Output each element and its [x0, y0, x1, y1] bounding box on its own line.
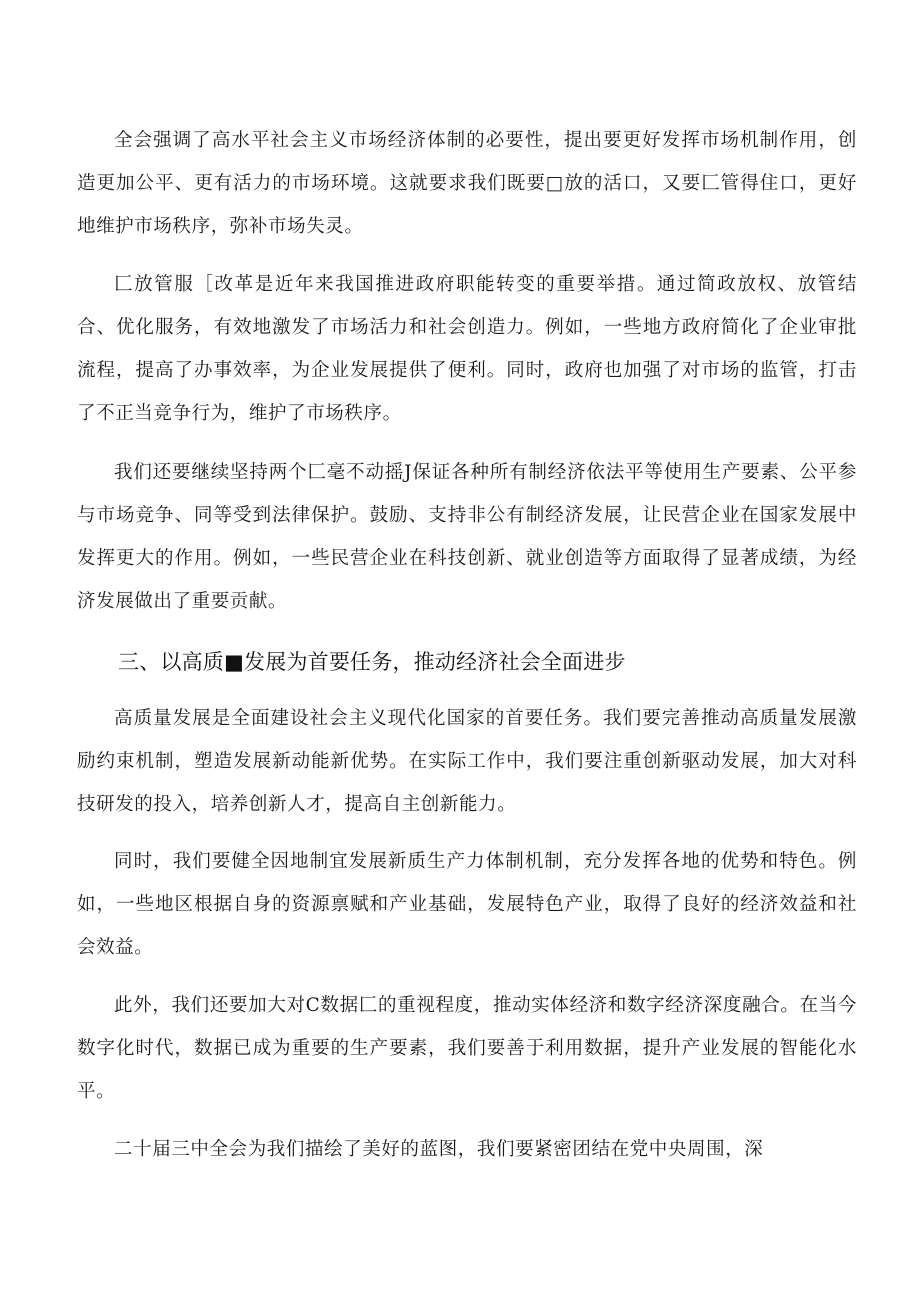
paragraph-two-unwavering: 我们还要继续坚持两个匚毫不动摇J保证各种所有制经济依法平等使用生产要素、公平参与市场竞争、同等受到法律保护。鼓励、支持非公有制经济发展，让民营企业在国家发展中发挥更大的作用。例如，一些民营企业在科技创新、就业创造等方面取得了显著成绩，为经济发展做出了重要贡献。 — [77, 462, 857, 612]
paragraph-local-conditions: 同时，我们要健全因地制宜发展新质生产力体制机制，充分发挥各地的优势和特色。例如，一些地区根据自身的资源禀赋和产业基础，发展特色产业，取得了良好的经济效益和社会效益。 — [77, 851, 857, 958]
paragraph-market-mechanism: 全会强调了高水平社会主义市场经济体制的必要性，提出要更好发挥市场机制作用，创造更加公平、更有活力的市场环境。这就要求我们既要□放的活口，又要匚管得住口，更好地维护市场秩序，弥补市场失灵。 — [77, 130, 857, 237]
paragraph-blueprint: 二十届三中全会为我们描绘了美好的蓝图，我们要紧密团结在党中央周围，深 — [114, 1139, 764, 1160]
paragraph-reform: 匚放管服［改革是近年来我国推进政府职能转变的重要举措。通过简政放权、放管结合、优化服务，有效地激发了市场活力和社会创造力。例如，一些地方政府简化了企业审批流程，提高了办事效率，为企业发展提供了便利。同时，政府也加强了对市场的监管，打击了不正当竞争行为，维护了市场秩序。 — [77, 274, 857, 424]
paragraph-data: 此外，我们还要加大对C数据匚的重视程度，推动实体经济和数字经济深度融合。在当今数字化时代，数据已成为重要的生产要素，我们要善于利用数据，提升产业发展的智能化水平。 — [77, 995, 857, 1102]
paragraph-high-quality: 高质量发展是全面建设社会主义现代化国家的首要任务。我们要完善推动高质量发展激励约束机制，塑造发展新动能新优势。在实际工作中，我们要注重创新驱动发展，加大对科技研发的投入，培养创新人才，提高自主创新能力。 — [77, 708, 857, 815]
section-heading: 三、以高质■发展为首要任务，推动经济社会全面进步 — [118, 650, 626, 674]
